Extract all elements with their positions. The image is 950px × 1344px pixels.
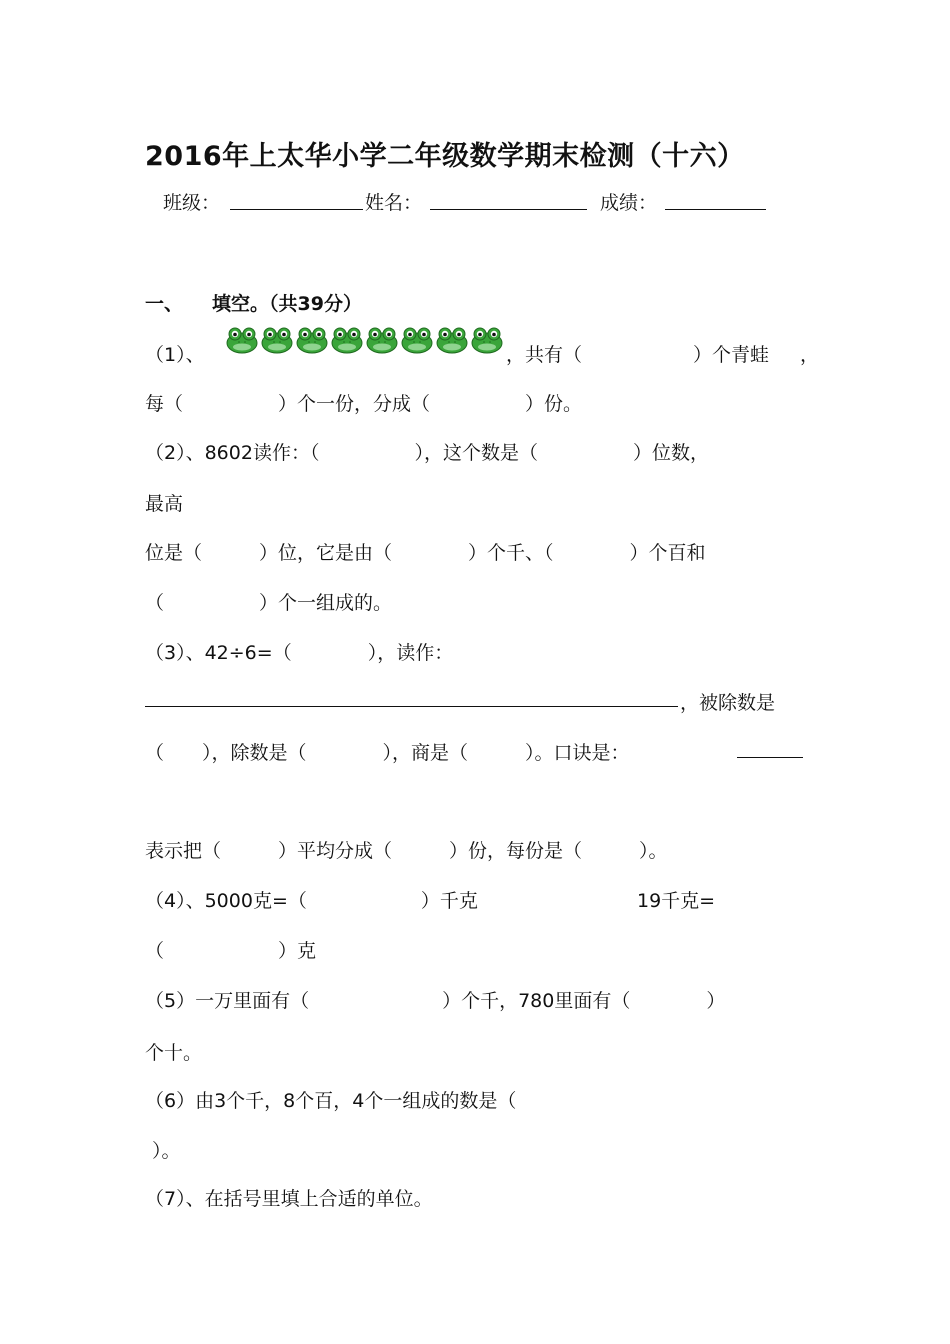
q1-tail: ）个青蛙 <box>693 344 770 366</box>
q1-prefix: （1）、 <box>145 344 205 366</box>
section-heading: 填空。（共39分） <box>212 293 362 315</box>
q2-line-4: （ ）个一组成的。 <box>145 592 393 614</box>
frog-icon <box>261 326 293 358</box>
frog-icon <box>226 326 258 358</box>
score-label: 成绩： <box>600 192 658 214</box>
q4-line-2: （ ）克 <box>145 940 317 962</box>
q6-line-2: ）。 <box>152 1140 181 1162</box>
q4-line-1b: 19千克= <box>637 890 716 912</box>
class-blank[interactable] <box>230 189 363 210</box>
q3-line-3: （ ），除数是（ ），商是（ ）。口诀是： <box>145 742 630 764</box>
q4-line-1: （4）、5000克=（ ）千克 <box>145 890 478 912</box>
frog-icon <box>296 326 328 358</box>
q6-line-1: （6）由3个千，8个百，4个一组成的数是（ <box>145 1090 517 1112</box>
q5-line-2: 个十。 <box>145 1042 203 1064</box>
frog-icon <box>471 326 503 358</box>
page-title: 2016年上太华小学二年级数学期末检测（十六） <box>145 141 745 172</box>
q3-line-4: 表示把（ ）平均分成（ ）份，每份是（ ）。 <box>145 840 668 862</box>
q2-line-2: 最高 <box>145 493 184 515</box>
q1-suffix: ，共有（ <box>506 344 583 366</box>
frog-icon <box>366 326 398 358</box>
q7-line: （7）、在括号里填上合适的单位。 <box>145 1188 433 1210</box>
q2-line-1: （2）、8602读作：（ ），这个数是（ ）位数， <box>145 442 709 464</box>
q3-reading-blank[interactable] <box>145 706 678 707</box>
class-label: 班级： <box>163 192 221 214</box>
frog-row <box>226 326 503 358</box>
q1-comma: ， <box>800 344 820 366</box>
q3-line-2: ，被除数是 <box>680 692 776 714</box>
frog-icon <box>331 326 363 358</box>
q5-line-1: （5）一万里面有（ ）个千，780里面有（ ） <box>145 990 726 1012</box>
q3-line-1: （3）、42÷6=（ ），读作： <box>145 642 454 664</box>
q1-line-2: 每（ ）个一份，分成（ ）份。 <box>145 393 583 415</box>
q2-line-3: 位是（ ）位，它是由（ ）个千、（ ）个百和 <box>145 542 706 564</box>
name-label: 姓名： <box>365 192 423 214</box>
score-blank[interactable] <box>665 189 766 210</box>
frog-icon <box>401 326 433 358</box>
q3-formula-blank[interactable] <box>737 757 803 758</box>
frog-icon <box>436 326 468 358</box>
section-number: 一、 <box>145 293 184 315</box>
name-blank[interactable] <box>430 189 587 210</box>
